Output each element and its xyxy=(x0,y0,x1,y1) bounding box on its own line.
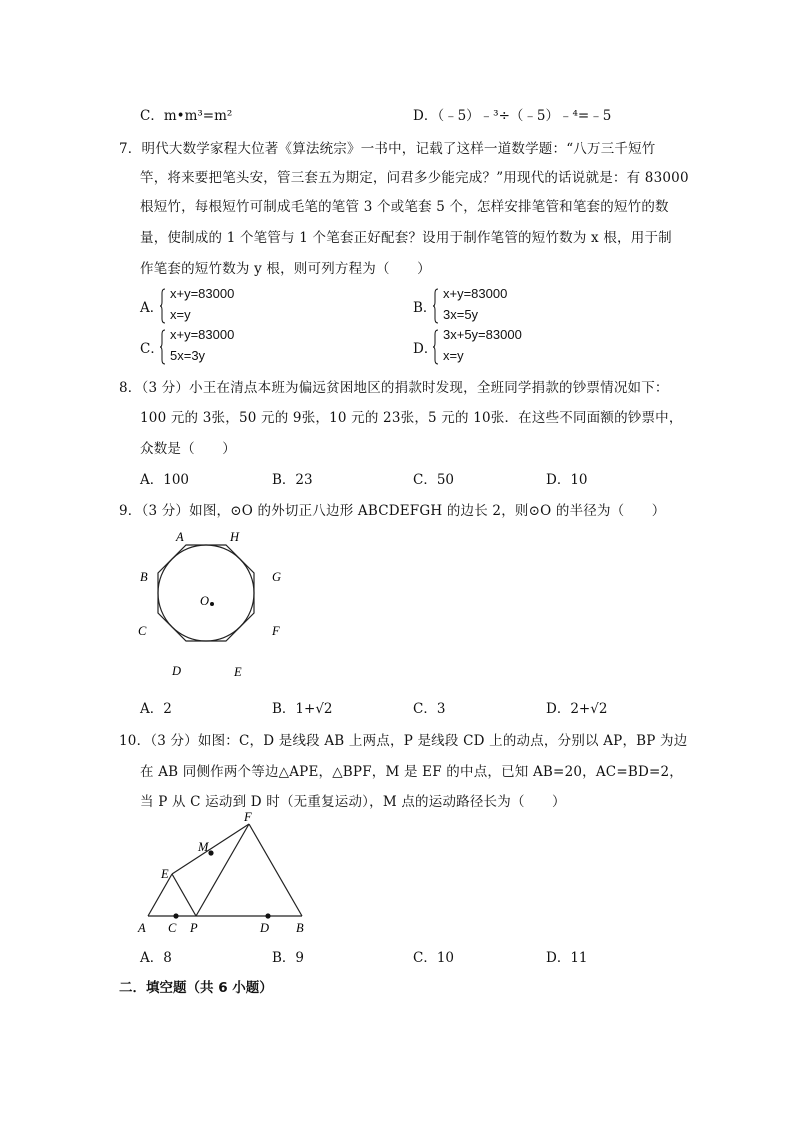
q8-option-c: C．50 xyxy=(413,472,455,488)
brace-icon xyxy=(160,288,166,324)
q7-option-a-eq1: x+y=83000 xyxy=(170,286,235,301)
point-c xyxy=(173,913,178,918)
q7-option-a-label: A． xyxy=(140,300,164,316)
label-d: D xyxy=(172,664,182,678)
q9-option-b: B．1+√2 xyxy=(272,701,333,717)
q7-option-d-eq2: x=y xyxy=(443,348,464,363)
label-c: C xyxy=(168,921,177,935)
q10-option-c: C．10 xyxy=(413,950,455,966)
q10-line-2: 在 AB 同侧作两个等边△APE，△BPF，M 是 EF 的中点，已知 AB=20，AC=BD=2， xyxy=(140,764,683,780)
q7-option-c-eq2: 5x=3y xyxy=(170,348,206,363)
label-f: F xyxy=(272,624,280,638)
q8-option-b: B．23 xyxy=(272,472,313,488)
q10-line-3: 当 P 从 C 运动到 D 时（无重复运动），M 点的运动路径长为（ ） xyxy=(140,794,566,810)
q7-line-1: 7．明代大数学家程大位著《算法统宗》一书中，记载了这样一道数学题：“八万三千短竹 xyxy=(119,141,656,157)
segment-ef xyxy=(172,824,249,874)
label-b: B xyxy=(140,570,148,584)
q9-option-c: C．3 xyxy=(413,701,446,717)
q7-line-5: 作笔套的短竹数为 y 根，则可列方程为（ ） xyxy=(140,261,431,277)
q7-option-a-eq2: x=y xyxy=(170,307,191,322)
q7-line-3: 根短竹，每根短竹可制成毛笔的笔管 3 个或笔套 5 个，怎样安排笔管和笔套的短竹的数 xyxy=(140,199,669,215)
label-e: E xyxy=(161,867,169,881)
inscribed-circle xyxy=(158,545,254,641)
label-c: C xyxy=(138,624,147,638)
q9-option-d: D．2+√2 xyxy=(546,701,608,717)
q8-line-2: 100 元的 3张，50 元的 9张，10 元的 23张，5 元的 10张．在这些不同面额的钞票中， xyxy=(140,410,683,426)
q8-option-a: A．100 xyxy=(140,472,190,488)
q7-option-b-eq1: x+y=83000 xyxy=(443,286,508,301)
q10-option-a: A．8 xyxy=(140,950,172,966)
q8-option-d: D．10 xyxy=(546,472,588,488)
label-g: G xyxy=(272,570,282,584)
q9-option-a: A．2 xyxy=(140,701,172,717)
segment-fb xyxy=(249,824,302,916)
label-h: H xyxy=(230,530,240,544)
q7-option-b-eq2: 3x=5y xyxy=(443,307,479,322)
label-a: A xyxy=(138,921,146,935)
q7-option-b-label: B． xyxy=(413,300,437,316)
q8-line-1: 8．（3 分）小王在清点本班为偏远贫困地区的捐款时发现，全班同学捐款的钞票情况如下： xyxy=(119,380,669,396)
label-e: E xyxy=(234,665,242,679)
q7-option-c-eq1: x+y=83000 xyxy=(170,327,235,342)
q9-figure-octagon xyxy=(130,525,300,685)
q10-option-b: B．9 xyxy=(272,950,305,966)
label-m: M xyxy=(198,840,209,854)
label-f: F xyxy=(244,812,252,824)
label-o: O xyxy=(200,594,210,608)
label-p: P xyxy=(190,921,198,935)
segment-pf xyxy=(196,824,249,916)
q10-line-1: 10．（3 分）如图：C，D 是线段 AB 上两点，P 是线段 CD 上的动点，分别以 AP，BP 为边 xyxy=(119,733,688,749)
point-m xyxy=(208,850,213,855)
q10-figure-triangles xyxy=(130,812,320,938)
brace-icon xyxy=(433,329,439,365)
section-2-heading: 二．填空题（共 6 小题） xyxy=(119,980,273,996)
q8-line-3: 众数是（ ） xyxy=(140,441,236,457)
q7-option-d-eq1: 3x+5y=83000 xyxy=(443,327,522,342)
q7-line-4: 量，使制成的 1 个笔管与 1 个笔套正好配套？设用于制作笔管的短竹数为 x 根，用于制 xyxy=(140,230,672,246)
q7-option-c-label: C． xyxy=(140,341,164,357)
segment-ep xyxy=(172,874,196,916)
label-b: B xyxy=(296,921,304,935)
q7-line-2: 竿，将来要把笔头安，管三套五为期定，问君多少能完成？”用现代的话说就是：有 83000 xyxy=(140,170,689,186)
center-point-o xyxy=(210,602,214,606)
q6-option-c: C．m•m³=m² xyxy=(140,108,233,124)
q6-option-d: D．（﹣5）﹣³÷（﹣5）﹣⁴=﹣5 xyxy=(413,108,612,124)
q9-line-1: 9．（3 分）如图，⊙O 的外切正八边形 ABCDEFGH 的边长 2，则⊙O 的半径为（ ） xyxy=(119,503,666,519)
brace-icon xyxy=(433,288,439,324)
label-d: D xyxy=(260,921,270,935)
point-d xyxy=(265,913,270,918)
label-a: A xyxy=(176,530,184,544)
brace-icon xyxy=(160,329,166,365)
q10-option-d: D．11 xyxy=(546,950,588,966)
q7-option-d-label: D． xyxy=(413,341,438,357)
